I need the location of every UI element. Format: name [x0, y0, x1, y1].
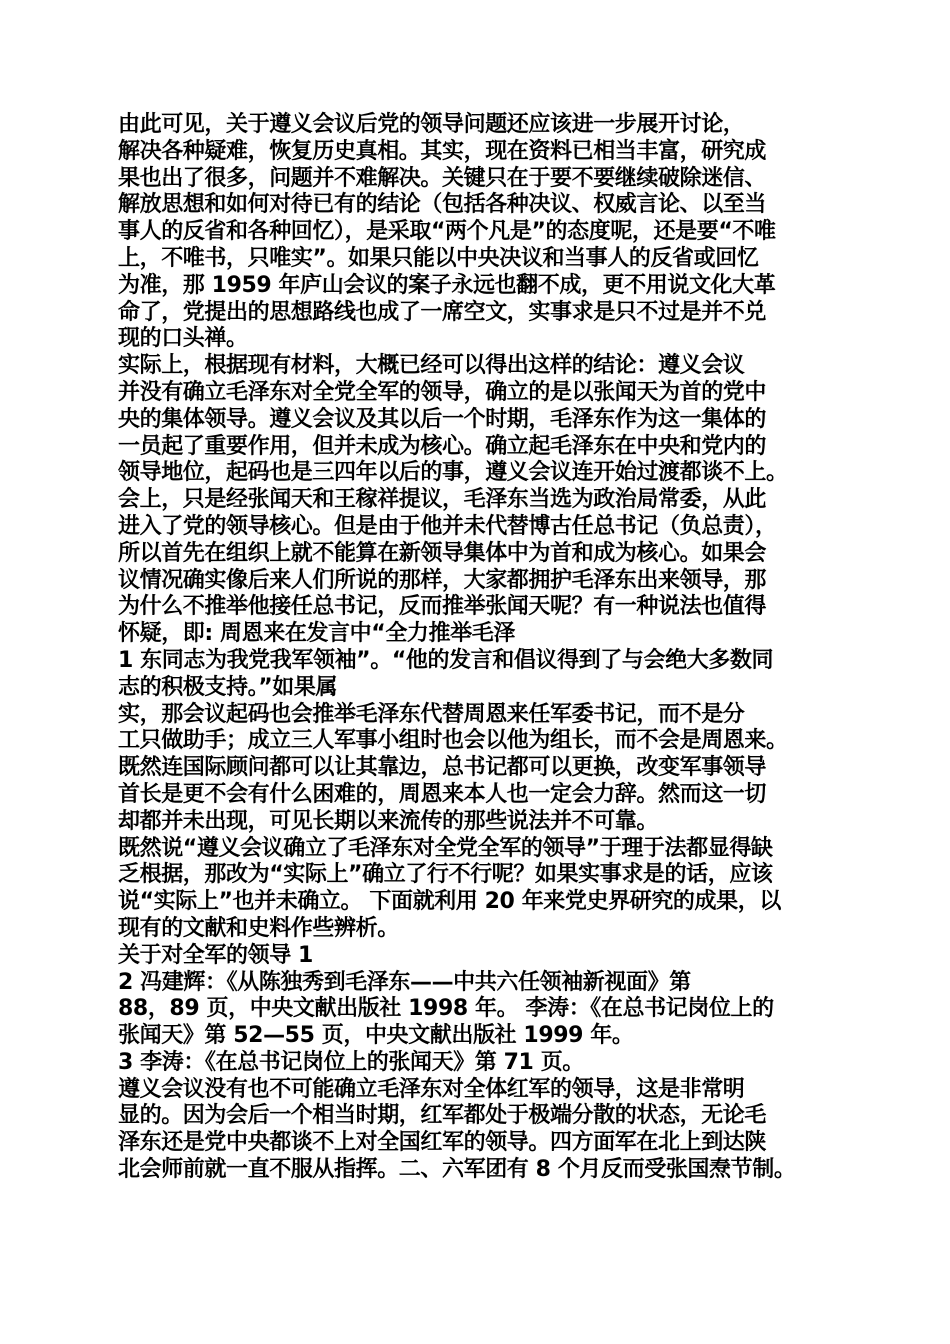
text-line: 说“实际上”也并未确立。 下面就利用 20 年来党史界研究的成果，以	[118, 889, 781, 915]
body-text	[118, 112, 848, 1184]
text-line: 领导地位，起码也是三四年以后的事，遵义会议连开始过渡都谈不上。	[118, 460, 788, 486]
section-heading: 关于对全军的领导 1	[118, 942, 313, 968]
text-line: 为什么不推举他接任总书记，反而推举张闻天呢？有一种说法也值得	[118, 594, 767, 620]
text-line: 显的。因为会后一个相当时期，红军都处于极端分散的状态，无论毛	[118, 1103, 767, 1129]
text-line: 为准，那 1959 年庐山会议的案子永远也翻不成，更不用说文化大革	[118, 272, 776, 298]
footnote-line: 2 冯建辉：《从陈独秀到毛泽东——中共六任领袖新视面》第	[118, 969, 691, 995]
text-line: 并没有确立毛泽东对全党全军的领导，确立的是以张闻天为首的党中	[118, 379, 767, 405]
text-line: 泽东还是党中央都谈不上对全国红军的领导。四方面军在北上到达陕	[118, 1130, 767, 1156]
text-line: 解放思想和如何对待已有的结论（包括各种决议、权威言论、以至当	[118, 192, 767, 218]
text-line: 命了，党提出的思想路线也成了一席空文，实事求是只不过是并不兑	[118, 299, 767, 325]
text-line: 解决各种疑难，恢复历史真相。其实，现在资料已相当丰富，研究成	[118, 138, 767, 164]
text-line: 现的口头禅。	[118, 326, 248, 352]
text-line: 进入了党的领导核心。但是由于他并未代替博古任总书记（负总责），	[118, 513, 777, 539]
text-line: 怀疑，即: 周恩来在发言中“全力推举毛泽	[118, 621, 515, 647]
text-line: 既然连国际顾问都可以让其靠边，总书记都可以更换，改变军事领导	[118, 755, 767, 781]
footnote-line: 张闻天》第 52—55 页，中央文献出版社 1999 年。	[118, 1023, 634, 1049]
text-line: 央的集体领导。遵义会议及其以后一个时期，毛泽东作为这一集体的	[118, 406, 767, 432]
text-line: 遵义会议没有也不可能确立毛泽东对全体红军的领导，这是非常明	[118, 1076, 745, 1102]
footnote-line: 88，89 页，中央文献出版社 1998 年。 李涛：《在总书记岗位上的	[118, 996, 774, 1022]
text-line: 乏根据，那改为“实际上”确立了行不行呢？如果实事求是的话，应该	[118, 862, 773, 888]
text-line: 实，那会议起码也会推举毛泽东代替周恩来任军委书记，而不是分	[118, 701, 745, 727]
text-line: 却都并未出现，可见长期以来流传的那些说法并不可靠。	[118, 808, 659, 834]
text-line: 实际上，根据现有材料，大概已经可以得出这样的结论：遵义会议	[118, 353, 745, 379]
text-line: 首长是更不会有什么困难的，周恩来本人也一定会力辞。然而这一切	[118, 781, 767, 807]
text-line: 上，不唯书，只唯实”。如果只能以中央决议和当事人的反省或回忆	[118, 245, 759, 271]
text-line: 1 东同志为我党我军领袖”。“他的发言和倡议得到了与会绝大多数同	[118, 647, 774, 673]
text-line: 会上，只是经张闻天和王稼祥提议，毛泽东当选为政治局常委，从此	[118, 487, 767, 513]
text-line: 果也出了很多，问题并不难解决。关键只在于要不要继续破除迷信、	[118, 165, 767, 191]
text-line: 由此可见，关于遵义会议后党的领导问题还应该进一步展开讨论，	[118, 112, 745, 137]
text-line: 事人的反省和各种回忆），是采取“两个凡是”的态度呢，还是要“不唯	[118, 219, 776, 245]
text-line: 所以首先在组织上就不能算在新领导集体中为首和成为核心。如果会	[118, 540, 767, 566]
text-line: 议情况确实像后来人们所说的那样，大家都拥护毛泽东出来领导，那	[118, 567, 767, 593]
text-line: 工只做助手；成立三人军事小组时也会以他为组长，而不会是周恩来。	[118, 728, 788, 754]
text-line: 现有的文献和史料作些辨析。	[118, 915, 399, 941]
footnote-line: 3 李涛：《在总书记岗位上的张闻天》第 71 页。	[118, 1049, 584, 1075]
text-line: 志的积极支持。”如果属	[118, 674, 338, 700]
text-line: 北会师前就一直不服从指挥。二、六军团有 8 个月反而受张国焘节制。	[118, 1157, 796, 1183]
text-line: 既然说“遵义会议确立了毛泽东对全党全军的领导”于理于法都显得缺	[118, 835, 773, 861]
text-line: 一员起了重要作用，但并未成为核心。确立起毛泽东在中央和党内的	[118, 433, 767, 459]
